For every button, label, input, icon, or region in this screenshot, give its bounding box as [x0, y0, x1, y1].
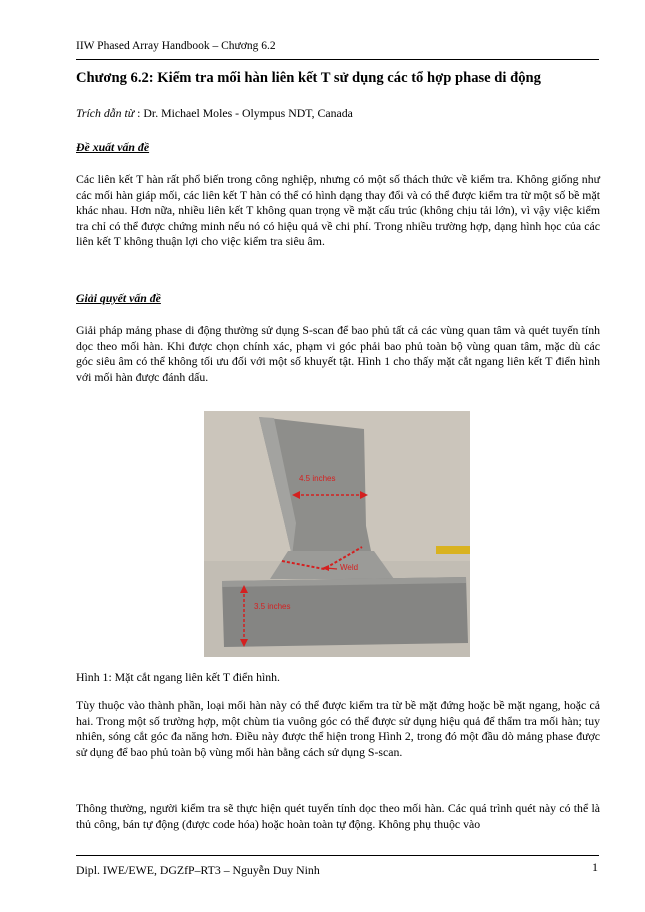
- running-header: IIW Phased Array Handbook – Chương 6.2: [76, 40, 276, 52]
- section-heading-solution: Giải quyết vấn đề: [76, 291, 161, 305]
- page-number: 1: [592, 860, 598, 874]
- footer-author: Dipl. IWE/EWE, DGZfP–RT3 – Nguyễn Duy Ninh: [76, 863, 320, 877]
- paragraph-problem: Các liên kết T hàn rất phổ biến trong công nghiệp, nhưng có một số thách thức về kiểm tra. Không giống như các mối hàn giáp mối, các liên kết T hàn có thể có hình dạng thay đổi và có thể được kiểm tra từ một số bề mặt khác nhau. Hơn nữa, nhiều liên kết T không quan trọng về mặt cấu trúc (không chịu tải lớn), vì vậy việc kiểm tra chỉ có thể được chứng minh nếu nó có hiệu quả về chi phí. Trong nhiều trường hợp, dạng hình học của các liên kết T không thuận lợi cho việc kiểm tra siêu âm.: [76, 172, 600, 248]
- citation: [76, 106, 353, 121]
- paragraph-solution: Giải pháp mảng phase di động thường sử dụng S-scan để bao phủ tất cả các vùng quan tâm và quét tuyến tính dọc theo mối hàn. Khi được chọn chính xác, phạm vi góc phải bao phủ toàn bộ vùng quan tâm, mặc dù các góc siêu âm có thể không tối ưu đối với một số khuyết tật. Hình 1 cho thấy mặt cắt ngang liên kết T điển hình với mối hàn được đánh dấu.: [76, 323, 600, 384]
- label-vertical-plate: 4.5 inches: [299, 474, 336, 483]
- paragraph-4: Thông thường, người kiểm tra sẽ thực hiện quét tuyến tính dọc theo mối hàn. Các quá trình quét này có thể là thủ công, bán tự động (được code hóa) hoặc hoàn toàn tự động. Không phụ thuộc vào: [76, 801, 600, 831]
- footer-divider: [76, 855, 599, 856]
- paragraph-3: Tùy thuộc vào thành phần, loại mối hàn này có thể được kiểm tra từ bề mặt đứng hoặc bề mặt ngang, hoặc cả hai. Trong một số trường hợp, một chùm tia vuông góc có thể được sử dụng hiệu quả để thẩm tra mối hàn; tuy nhiên, sóng cắt góc đa năng hơn. Điều này được thể hiện trong Hình 2, trong đó một đầu dò mảng phase được sử dụng để bao phủ toàn bộ vùng mối hàn bằng cách sử dụng S-scan.: [76, 698, 600, 759]
- t-joint-cross-section-image: [204, 411, 470, 657]
- label-base-plate: 3.5 inches: [254, 602, 291, 611]
- figure-caption: Hình 1: Mặt cắt ngang liên kết T điển hình.: [76, 670, 281, 684]
- figure-t-joint-photo: [204, 411, 470, 657]
- citation-label: Trích dẫn từ: [76, 106, 135, 120]
- header-divider: [76, 59, 599, 60]
- yellow-stripe: [436, 546, 470, 554]
- base-plate: [222, 577, 468, 647]
- section-heading-problem: Đề xuất vấn đề: [76, 140, 150, 154]
- page-title: Chương 6.2: Kiểm tra mối hàn liên kết T sử dụng các tổ hợp phase di động: [76, 70, 541, 86]
- label-weld: Weld: [340, 563, 359, 572]
- citation-source: : Dr. Michael Moles - Olympus NDT, Canada: [134, 106, 353, 120]
